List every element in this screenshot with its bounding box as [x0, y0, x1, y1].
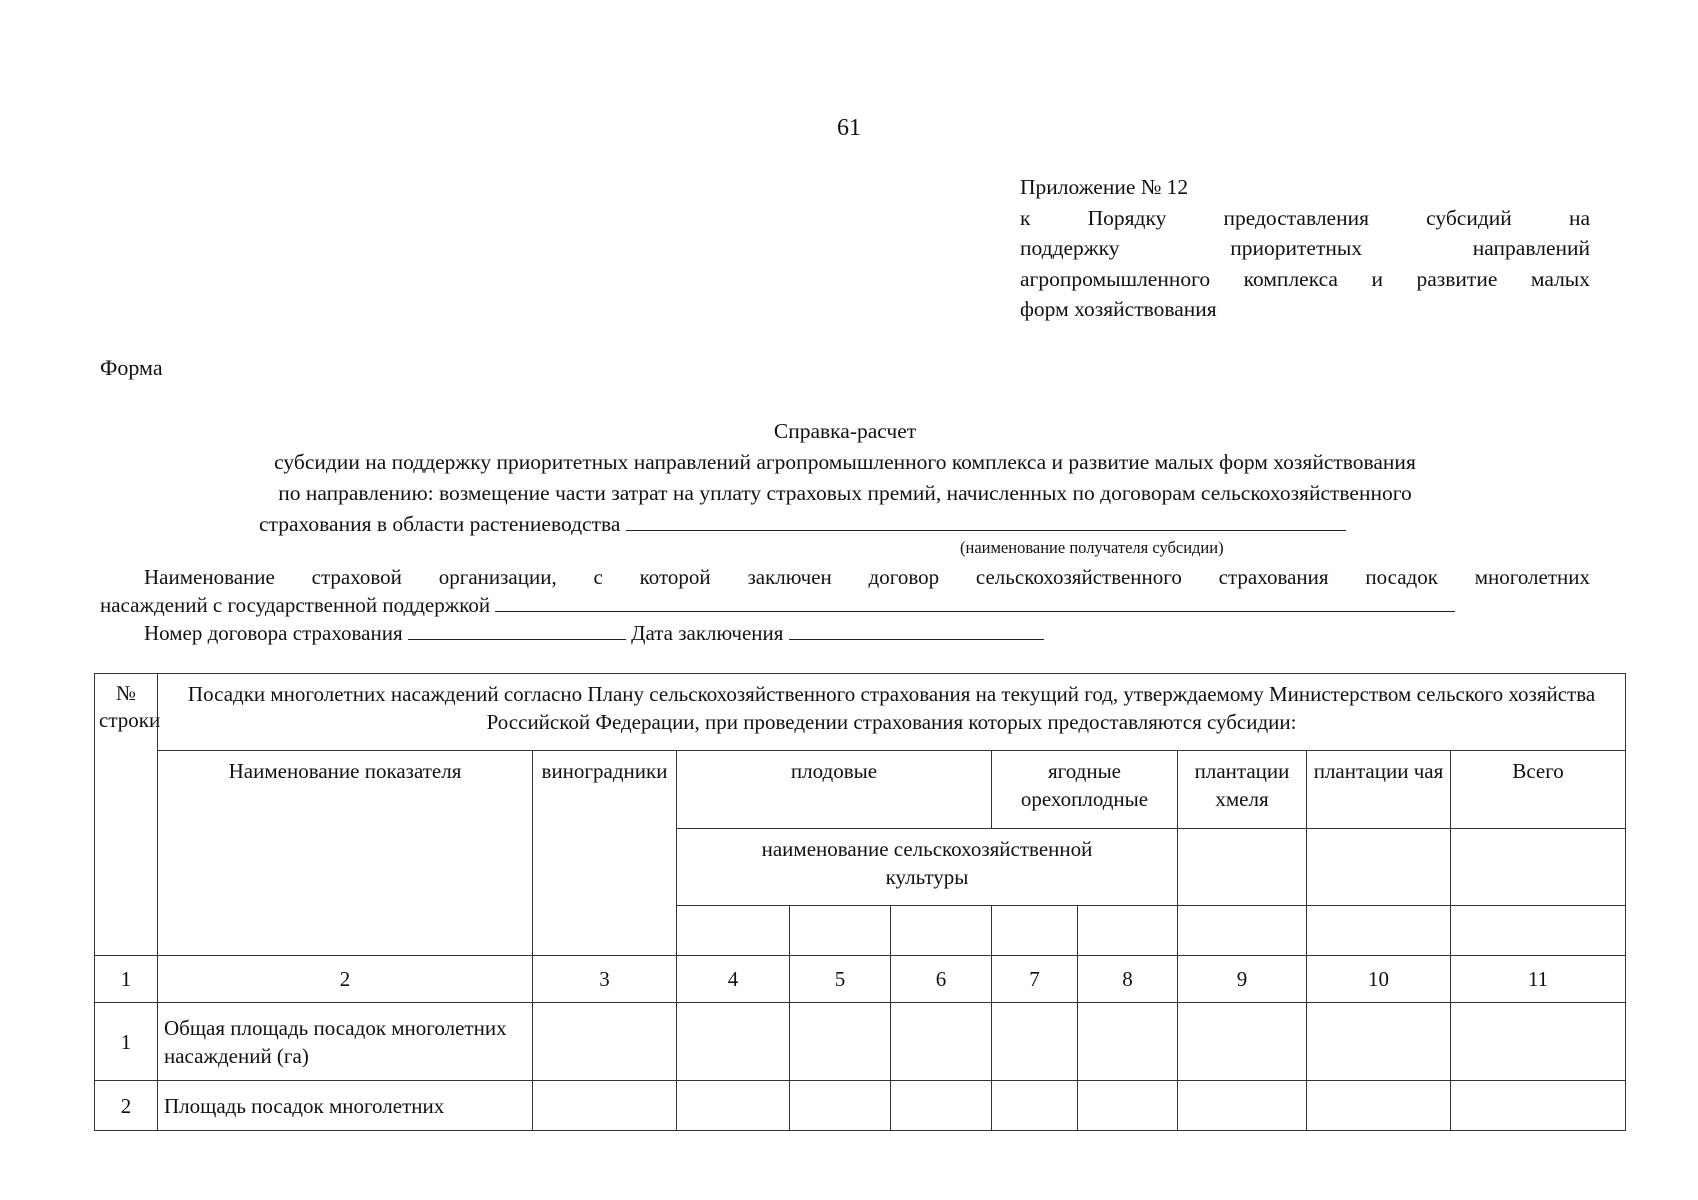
form-label: Форма [100, 355, 163, 380]
table-row [95, 1081, 1626, 1131]
data-cell[interactable] [992, 1003, 1078, 1081]
indicator-header: Наименование показателя [158, 751, 533, 956]
tea-header: плантации чая [1307, 751, 1451, 829]
crop-name-header: наименование сельскохозяйственной культуры [677, 829, 1178, 906]
appendix-line: форм хозяйствования [1020, 297, 1217, 321]
empty-cell [1307, 829, 1451, 906]
recipient-caption: (наименование получателя субсидии) [960, 538, 1224, 557]
empty-cell [1451, 829, 1626, 906]
data-cell[interactable] [790, 1081, 891, 1131]
crop-name-cell[interactable] [891, 906, 992, 956]
column-number: 6 [891, 956, 992, 1003]
total-header: Всего [1451, 751, 1626, 829]
data-cell[interactable] [1078, 1003, 1178, 1081]
data-cell[interactable] [677, 1081, 790, 1131]
table-row [95, 1003, 1626, 1081]
data-cell[interactable] [790, 1003, 891, 1081]
crop-name-cell[interactable] [1078, 906, 1178, 956]
planting-group-header: Посадки многолетних насаждений согласно Плану сельскохозяйственного страхования на текущий год, утверждаемому Министерством сельского хозяйства Российской Федерации, при проведении страхования которых предоставляются субсидии: [158, 674, 1626, 751]
appendix-line: к Порядку предоставления субсидий на [1020, 205, 1590, 230]
document-heading [100, 416, 1590, 540]
contract-date-field[interactable] [789, 619, 1044, 640]
row-number: 2 [95, 1081, 158, 1131]
crop-name-cell[interactable] [992, 906, 1078, 956]
page-number: 61 [837, 115, 861, 141]
crop-name-cell[interactable] [677, 906, 790, 956]
row-label: Площадь посадок многолетних [158, 1081, 533, 1131]
contract-number-field[interactable] [408, 619, 626, 640]
contract-date-label: Дата заключения [631, 621, 784, 645]
appendix-title: Приложение № 12 [1020, 175, 1189, 199]
empty-cell [1307, 906, 1451, 956]
appendix-line: поддержку приоритетных направлений [1020, 236, 1590, 260]
column-number: 10 [1307, 956, 1451, 1003]
insurer-section [100, 563, 1590, 619]
data-cell[interactable] [1307, 1003, 1451, 1081]
calculation-table [94, 673, 1626, 1131]
heading-line: субсидии на поддержку приоритетных направлений агропромышленного комплекса и развитие малых форм хозяйствования [274, 450, 1416, 474]
empty-cell [1178, 829, 1307, 906]
column-number: 4 [677, 956, 790, 1003]
appendix-line: агропромышленного комплекса и развитие малых [1020, 266, 1590, 291]
row-label: Общая площадь посадок многолетних насаждений (га) [158, 1003, 533, 1081]
column-number: 5 [790, 956, 891, 1003]
insurer-label: насаждений с государственной поддержкой [100, 593, 491, 617]
column-number: 7 [992, 956, 1078, 1003]
data-cell[interactable] [1307, 1081, 1451, 1131]
data-cell[interactable] [533, 1003, 677, 1081]
heading-line: по направлению: возмещение части затрат на уплату страховых премий, начисленных по договорам сельскохозяйственного [278, 481, 1412, 505]
data-cell[interactable] [1451, 1081, 1626, 1131]
hops-header: плантации хмеля [1178, 751, 1307, 829]
insurer-name-field[interactable] [495, 591, 1455, 612]
heading-line: страхования в области растениеводства [259, 512, 621, 536]
contract-number-label: Номер договора страхования [144, 621, 403, 645]
contract-section [144, 619, 1044, 646]
row-number: 1 [95, 1003, 158, 1081]
recipient-name-field[interactable] [626, 510, 1346, 531]
data-cell[interactable] [1078, 1081, 1178, 1131]
data-cell[interactable] [891, 1081, 992, 1131]
appendix-header [1020, 172, 1590, 325]
heading-line-with-field [100, 509, 1590, 540]
berry-nut-header: ягодные орехоплодные [992, 751, 1178, 829]
fruit-header: плодовые [677, 751, 992, 829]
column-number: 11 [1451, 956, 1626, 1003]
document-title: Справка-расчет [773, 419, 917, 443]
data-cell[interactable] [891, 1003, 992, 1081]
insurer-label: Наименование страховой организации, с которой заключен договор сельскохозяйственного страхования посадок многолетних [144, 565, 1590, 589]
column-number: 1 [95, 956, 158, 1003]
data-cell[interactable] [1451, 1003, 1626, 1081]
data-cell[interactable] [1178, 1003, 1307, 1081]
empty-cell [1178, 906, 1307, 956]
empty-cell [1451, 906, 1626, 956]
data-cell[interactable] [677, 1003, 790, 1081]
data-cell[interactable] [992, 1081, 1078, 1131]
column-number-row [95, 956, 1626, 1003]
vineyards-header: виноградники [533, 751, 677, 956]
column-number: 2 [158, 956, 533, 1003]
column-number: 3 [533, 956, 677, 1003]
column-number: 8 [1078, 956, 1178, 1003]
crop-name-cell[interactable] [790, 906, 891, 956]
column-number: 9 [1178, 956, 1307, 1003]
data-cell[interactable] [533, 1081, 677, 1131]
data-cell[interactable] [1178, 1081, 1307, 1131]
row-number-header: № строки [95, 674, 158, 956]
insurer-line-with-field [100, 591, 1590, 619]
